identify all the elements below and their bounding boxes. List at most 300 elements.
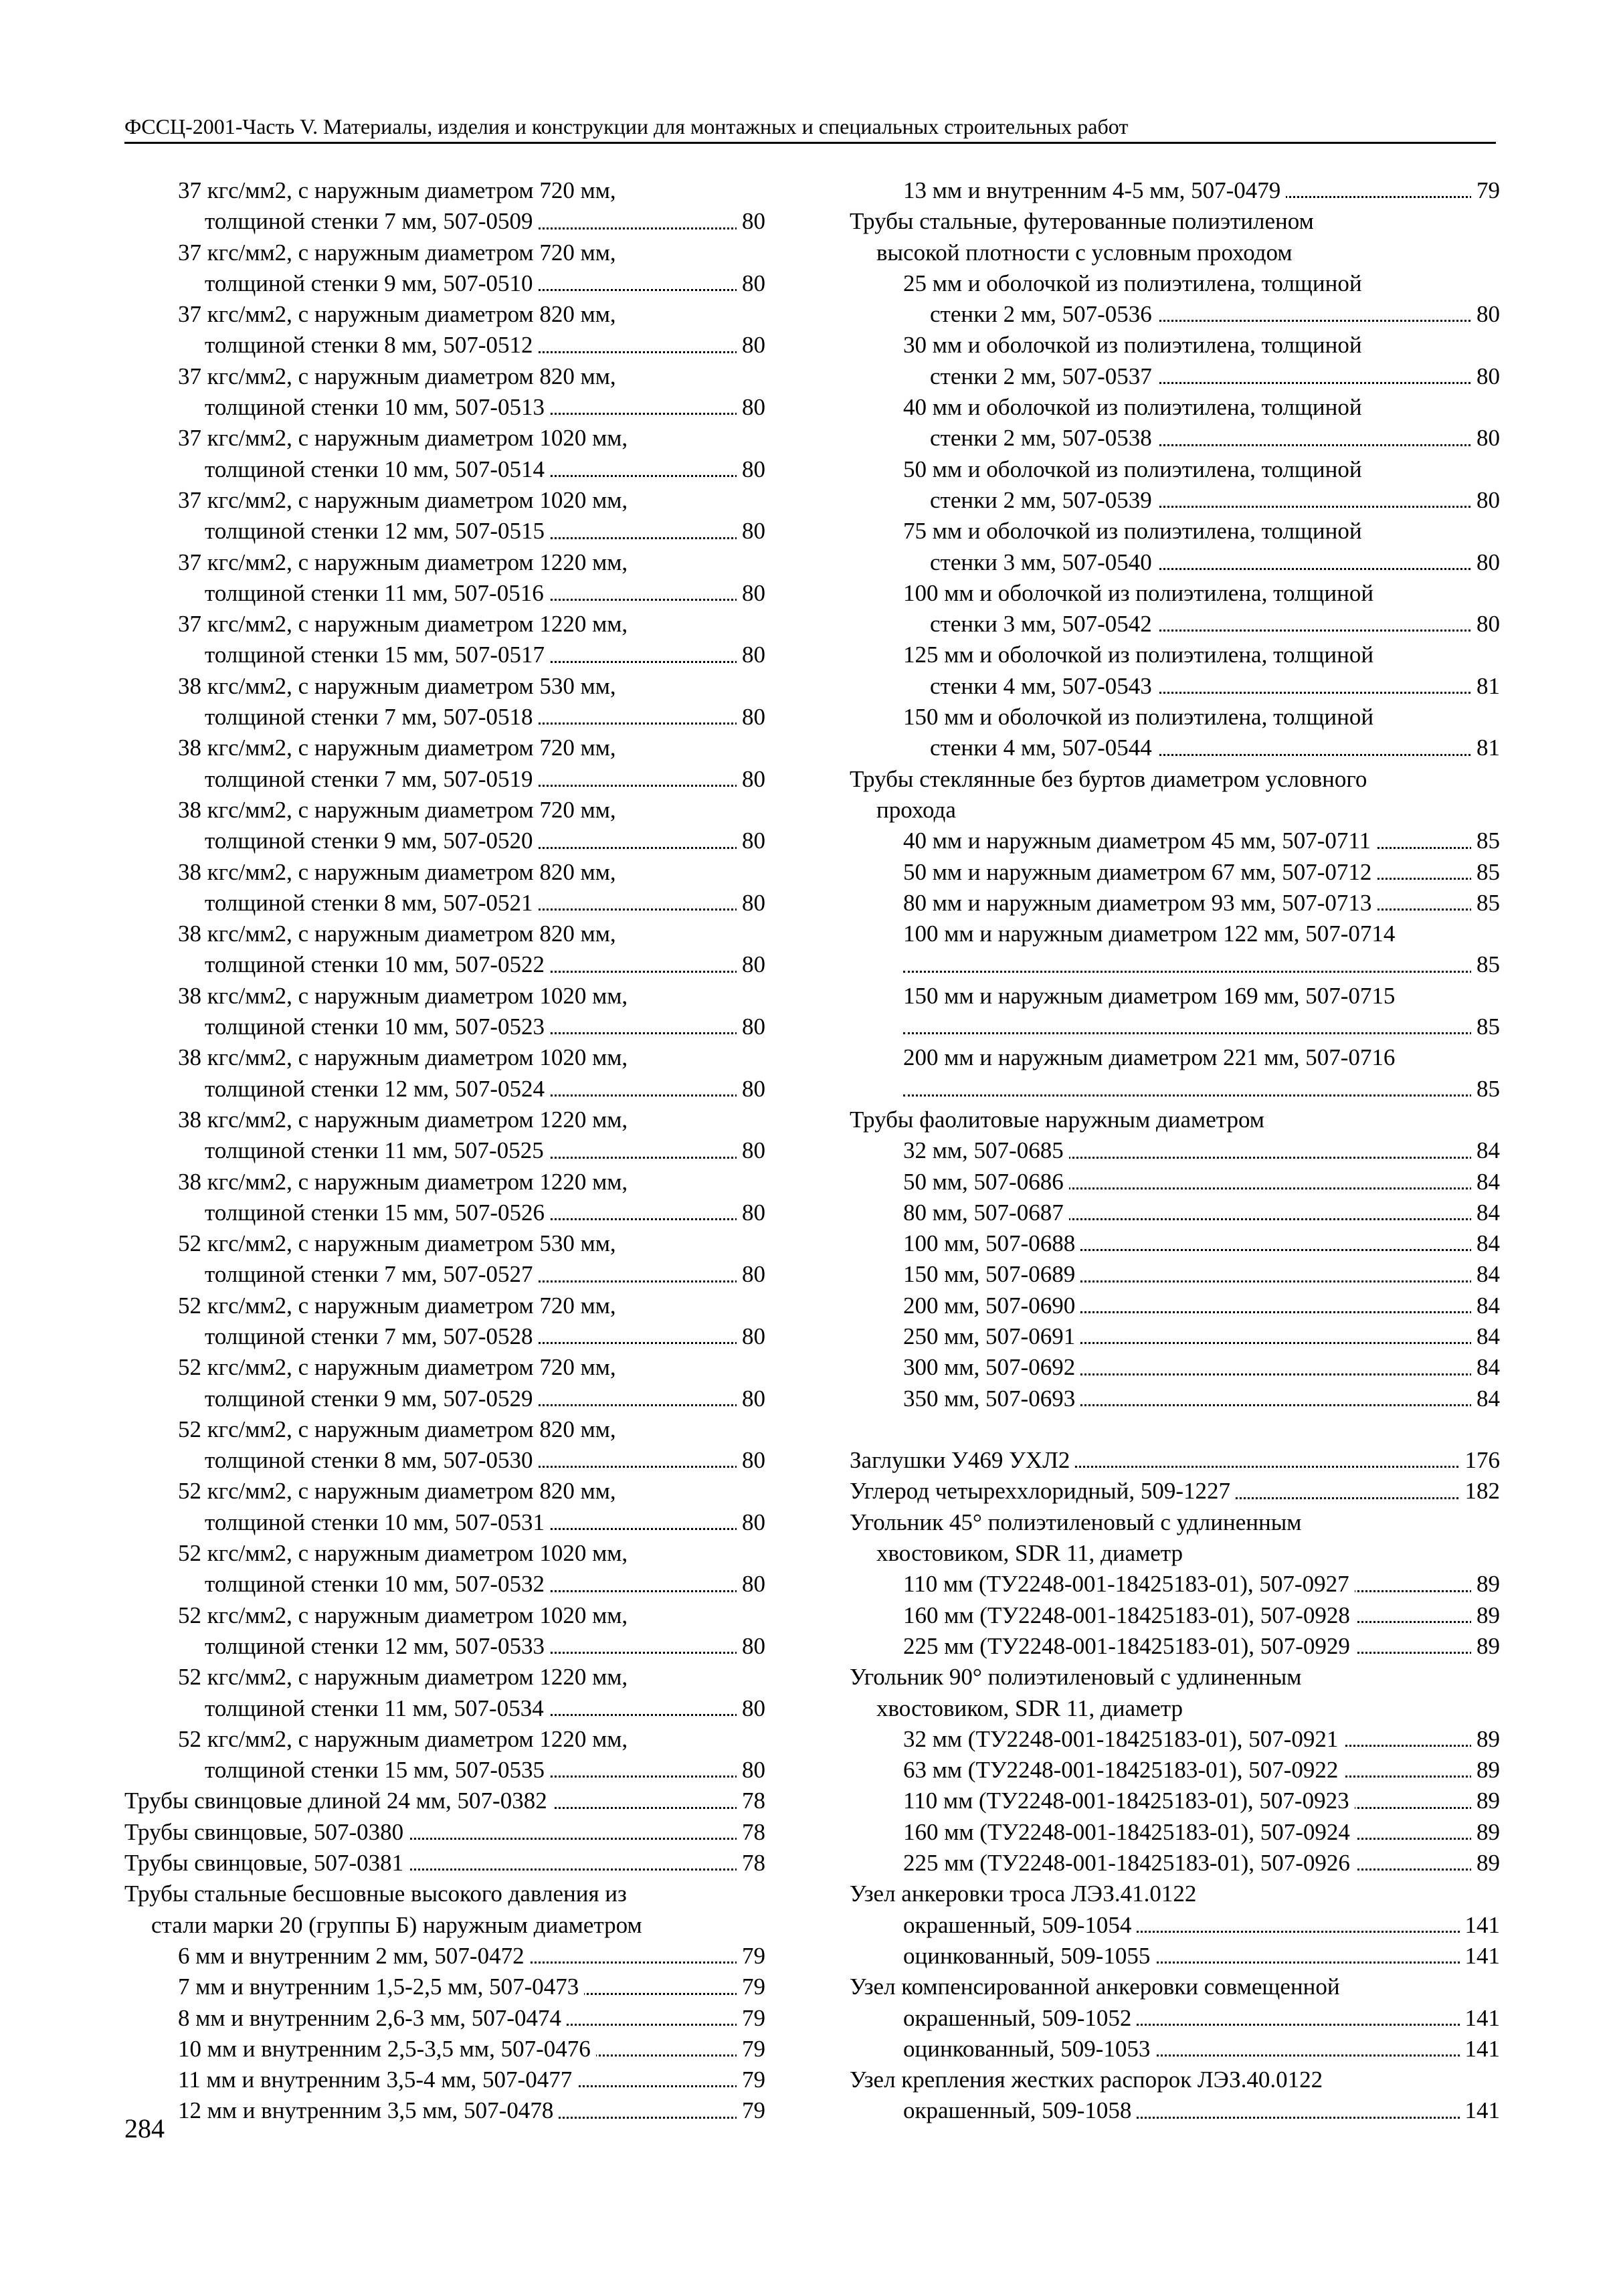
entry-page-ref: 84 (1471, 1259, 1500, 1290)
index-entry (850, 392, 1500, 423)
index-entry (850, 1228, 1500, 1259)
index-entry (850, 1352, 1500, 1383)
entry-page-ref: 141 (1460, 2003, 1501, 2034)
index-entry (850, 1941, 1500, 1972)
entry-page-ref: 141 (1460, 1910, 1501, 1941)
entry-text: 200 мм и наружным диаметром 221 мм, 507-0716 (903, 1044, 1400, 1070)
entry-page-ref: 89 (1471, 1755, 1500, 1786)
entry-text: 100 мм, 507-0688 (903, 1230, 1080, 1256)
index-entry (124, 640, 765, 670)
entry-page-ref: 84 (1471, 1167, 1500, 1198)
entry-page-ref: 80 (737, 949, 765, 980)
index-entry (124, 1879, 765, 1909)
entry-text: хвостовиком, SDR 11, диаметр (876, 1540, 1188, 1566)
index-entry (124, 1228, 765, 1259)
entry-text: Узел компенсированной анкеровки совмещенной (850, 1974, 1345, 2000)
index-entry (124, 578, 765, 609)
index-entry (124, 1352, 765, 1383)
entry-page-ref: 80 (737, 392, 765, 423)
index-entry (850, 1755, 1500, 1786)
entry-page-ref: 89 (1471, 1786, 1500, 1816)
entry-text: 25 мм и оболочкой из полиэтилена, толщиной (903, 270, 1367, 296)
entry-page-ref: 85 (1471, 949, 1500, 980)
entry-text: Трубы стеклянные без буртов диаметром условного (850, 766, 1372, 792)
entry-page-ref: 80 (737, 1755, 765, 1786)
index-entry (850, 1198, 1500, 1228)
entry-text: 30 мм и оболочкой из полиэтилена, толщиной (903, 332, 1367, 358)
index-entry (850, 1445, 1500, 1476)
entry-text: 160 мм (ТУ2248-001-18425183-01), 507-0924 (903, 1819, 1355, 1845)
entry-page-ref: 80 (1471, 547, 1500, 578)
index-entry (124, 361, 765, 392)
index-entry (124, 2003, 765, 2034)
index-entry (850, 919, 1500, 949)
index-entry (850, 1476, 1500, 1507)
index-entry (850, 640, 1500, 670)
index-entry (124, 175, 765, 206)
index-entry (124, 1259, 765, 1290)
entry-page-ref: 80 (737, 206, 765, 237)
running-header: ФССЦ-2001-Часть V. Материалы, изделия и конструкции для монтажных и специальных строительных работ (124, 114, 1129, 138)
entry-text: толщиной стенки 7 мм, 507-0518 (205, 704, 539, 730)
index-column-right (850, 175, 1500, 2127)
entry-text: Трубы стальные, футерованные полиэтиленом (850, 208, 1319, 234)
dot-leader (903, 1094, 1500, 1096)
entry-text: 350 мм, 507-0693 (903, 1385, 1080, 1412)
blank-line (850, 1414, 1500, 1445)
entry-text: 38 кгс/мм2, с наружным диаметром 720 мм, (178, 797, 622, 823)
entry-text: 40 мм и оболочкой из полиэтилена, толщиной (903, 394, 1367, 420)
entry-text: 10 мм и внутренним 2,5-3,5 мм, 507-0476 (178, 2036, 596, 2062)
entry-text: толщиной стенки 12 мм, 507-0533 (205, 1633, 550, 1659)
index-entry (124, 237, 765, 268)
index-entry (850, 1507, 1500, 1538)
entry-page-ref: 141 (1460, 1941, 1501, 1972)
index-entry (124, 981, 765, 1012)
entry-page-ref: 85 (1471, 1012, 1500, 1042)
index-entry (850, 2095, 1500, 2126)
entry-page-ref: 80 (737, 1074, 765, 1105)
index-entry (124, 1972, 765, 2002)
entry-page-ref: 80 (737, 268, 765, 299)
index-entry (124, 1848, 765, 1879)
entry-text: 125 мм и оболочкой из полиэтилена, толщиной (903, 642, 1379, 668)
entry-page-ref: 80 (737, 1569, 765, 1600)
entry-page-ref: 80 (1471, 299, 1500, 330)
entry-page-ref: 176 (1460, 1445, 1501, 1476)
entry-text: стенки 4 мм, 507-0544 (930, 735, 1157, 761)
entry-page-ref: 84 (1471, 1198, 1500, 1228)
entry-page-ref: 80 (737, 1507, 765, 1538)
entry-text: 50 мм и наружным диаметром 67 мм, 507-0712 (903, 859, 1377, 885)
entry-text: 38 кгс/мм2, с наружным диаметром 820 мм, (178, 859, 622, 885)
entry-text: толщиной стенки 12 мм, 507-0524 (205, 1076, 550, 1102)
entry-text: толщиной стенки 11 мм, 507-0516 (205, 580, 549, 606)
entry-text: Угольник 45° полиэтиленовый с удлиненным (850, 1509, 1307, 1535)
entry-text: 37 кгс/мм2, с наружным диаметром 1020 мм, (178, 487, 633, 513)
index-entry (124, 454, 765, 485)
entry-text: толщиной стенки 7 мм, 507-0519 (205, 766, 539, 792)
index-entry (124, 1042, 765, 1073)
entry-page-ref: 80 (737, 1321, 765, 1352)
index-entry (850, 1600, 1500, 1631)
index-entry (124, 206, 765, 237)
entry-page-ref: 80 (737, 1259, 765, 1290)
entry-text: 150 мм, 507-0689 (903, 1261, 1080, 1287)
entry-text: 13 мм и внутренним 4-5 мм, 507-0479 (903, 177, 1286, 203)
index-entry (850, 1042, 1500, 1073)
entry-text: толщиной стенки 11 мм, 507-0525 (205, 1137, 549, 1163)
index-entry (124, 1476, 765, 1507)
index-entry (850, 1538, 1500, 1569)
entry-text: толщиной стенки 11 мм, 507-0534 (205, 1695, 549, 1721)
index-entry (850, 609, 1500, 640)
entry-text: 80 мм, 507-0687 (903, 1200, 1069, 1226)
index-entry (124, 1693, 765, 1724)
index-entry (850, 702, 1500, 733)
entry-text: стенки 2 мм, 507-0536 (930, 301, 1157, 327)
entry-text: 38 кгс/мм2, с наружным диаметром 720 мм, (178, 735, 622, 761)
entry-page-ref: 89 (1471, 1817, 1500, 1848)
index-entry (124, 764, 765, 795)
index-entry (850, 1848, 1500, 1879)
entry-page-ref: 84 (1471, 1228, 1500, 1259)
entry-text: 150 мм и оболочкой из полиэтилена, толщиной (903, 704, 1379, 730)
entry-page-ref: 78 (737, 1848, 765, 1879)
index-entry (850, 330, 1500, 361)
entry-page-ref: 80 (737, 888, 765, 919)
entry-page-ref: 80 (737, 826, 765, 856)
entry-page-ref: 80 (737, 764, 765, 795)
index-entry (850, 299, 1500, 330)
entry-text: стали марки 20 (группы Б) наружным диаметром (151, 1912, 648, 1938)
index-entry (124, 485, 765, 516)
entry-page-ref: 89 (1471, 1631, 1500, 1662)
index-entry (124, 1105, 765, 1135)
entry-page-ref: 78 (737, 1786, 765, 1816)
entry-page-ref: 80 (737, 1198, 765, 1228)
dot-leader (903, 971, 1500, 973)
index-entry (850, 268, 1500, 299)
index-entry (124, 392, 765, 423)
index-entry (850, 1074, 1500, 1105)
index-entry (124, 1198, 765, 1228)
index-entry (850, 981, 1500, 1012)
entry-text: 75 мм и оболочкой из полиэтилена, толщиной (903, 518, 1367, 544)
index-entry (124, 1445, 765, 1476)
entry-text: 52 кгс/мм2, с наружным диаметром 720 мм, (178, 1354, 622, 1380)
entry-text: 52 кгс/мм2, с наружным диаметром 1020 мм, (178, 1602, 633, 1628)
entry-text: стенки 2 мм, 507-0539 (930, 487, 1157, 513)
entry-text: толщиной стенки 10 мм, 507-0523 (205, 1014, 550, 1040)
index-entry (124, 1755, 765, 1786)
index-entry (124, 888, 765, 919)
index-entry (850, 1786, 1500, 1816)
entry-text: 100 мм и оболочкой из полиэтилена, толщиной (903, 580, 1379, 606)
index-entry (124, 268, 765, 299)
entry-text: толщиной стенки 7 мм, 507-0528 (205, 1323, 539, 1349)
entry-text: 38 кгс/мм2, с наружным диаметром 1020 мм, (178, 1044, 633, 1070)
index-entry (124, 1569, 765, 1600)
index-entry (124, 1724, 765, 1755)
entry-text: окрашенный, 509-1058 (903, 2097, 1137, 2123)
entry-text: хвостовиком, SDR 11, диаметр (876, 1695, 1188, 1721)
index-entry (124, 1414, 765, 1445)
index-column-left (124, 175, 765, 2127)
index-entry (850, 949, 1500, 980)
index-entry (850, 764, 1500, 795)
entry-text: 32 мм (ТУ2248-001-18425183-01), 507-0921 (903, 1726, 1343, 1752)
entry-text: 100 мм и наружным диаметром 122 мм, 507-0714 (903, 921, 1400, 947)
index-entry (850, 1817, 1500, 1848)
index-entry (850, 1724, 1500, 1755)
entry-page-ref: 80 (737, 454, 765, 485)
entry-text: 11 мм и внутренним 3,5-4 мм, 507-0477 (178, 2067, 577, 2093)
entry-page-ref: 79 (737, 1941, 765, 1972)
entry-text: стенки 3 мм, 507-0540 (930, 549, 1157, 575)
entry-page-ref: 81 (1471, 671, 1500, 702)
entry-text: Угольник 90° полиэтиленовый с удлиненным (850, 1664, 1307, 1690)
entry-text: 37 кгс/мм2, с наружным диаметром 1220 мм, (178, 611, 633, 637)
entry-text: Узел анкеровки троса ЛЭЗ.41.0122 (850, 1881, 1202, 1907)
index-entry (124, 1786, 765, 1816)
entry-text: толщиной стенки 10 мм, 507-0522 (205, 951, 550, 977)
entry-text: 200 мм, 507-0690 (903, 1293, 1080, 1319)
index-entry (850, 1321, 1500, 1352)
index-entry (850, 1662, 1500, 1693)
index-entry (850, 516, 1500, 547)
entry-text: 38 кгс/мм2, с наружным диаметром 1220 мм, (178, 1169, 633, 1195)
entry-text: 225 мм (ТУ2248-001-18425183-01), 507-0929 (903, 1633, 1355, 1659)
index-entry (124, 1600, 765, 1631)
entry-page-ref: 84 (1471, 1135, 1500, 1166)
entry-text: 38 кгс/мм2, с наружным диаметром 820 мм, (178, 921, 622, 947)
index-entry (850, 1290, 1500, 1321)
entry-text: толщиной стенки 7 мм, 507-0527 (205, 1261, 539, 1287)
index-entry (124, 671, 765, 702)
entry-page-ref: 80 (737, 1631, 765, 1662)
index-entry (124, 2095, 765, 2126)
entry-text: 7 мм и внутренним 1,5-2,5 мм, 507-0473 (178, 1974, 584, 2000)
index-entry (850, 547, 1500, 578)
entry-text: стенки 2 мм, 507-0537 (930, 363, 1157, 389)
index-entry (124, 547, 765, 578)
entry-text: оцинкованный, 509-1055 (903, 1943, 1155, 1969)
index-entry (850, 1167, 1500, 1198)
entry-page-ref: 79 (737, 2003, 765, 2034)
index-entry (124, 1383, 765, 1414)
entry-text: толщиной стенки 10 мм, 507-0513 (205, 394, 550, 420)
entry-text: 37 кгс/мм2, с наружным диаметром 820 мм, (178, 301, 622, 327)
index-entry (850, 1910, 1500, 1941)
entry-text: Углерод четыреххлоридный, 509-1227 (850, 1478, 1236, 1504)
entry-text: 38 кгс/мм2, с наружным диаметром 1020 мм, (178, 983, 633, 1009)
index-entry (850, 237, 1500, 268)
index-entry (850, 888, 1500, 919)
entry-text: высокой плотности с условным проходом (876, 240, 1298, 266)
index-entry (124, 2034, 765, 2065)
index-entry (850, 485, 1500, 516)
entry-text: 225 мм (ТУ2248-001-18425183-01), 507-0926 (903, 1850, 1355, 1876)
entry-page-ref: 78 (737, 1817, 765, 1848)
entry-text: 40 мм и наружным диаметром 45 мм, 507-0711 (903, 828, 1376, 854)
index-entry (850, 2003, 1500, 2034)
index-entry (124, 1321, 765, 1352)
entry-text: 52 кгс/мм2, с наружным диаметром 820 мм, (178, 1416, 622, 1442)
entry-text: Трубы свинцовые длиной 24 мм, 507-0382 (124, 1788, 553, 1814)
index-entry (124, 1012, 765, 1042)
index-entry (124, 423, 765, 454)
entry-text: толщиной стенки 15 мм, 507-0526 (205, 1200, 550, 1226)
entry-text: 160 мм (ТУ2248-001-18425183-01), 507-0928 (903, 1602, 1355, 1628)
index-entry (124, 1817, 765, 1848)
entry-text: 63 мм (ТУ2248-001-18425183-01), 507-0922 (903, 1757, 1343, 1783)
entry-text: Узел крепления жестких распорок ЛЭЗ.40.0122 (850, 2067, 1328, 2093)
entry-text: 52 кгс/мм2, с наружным диаметром 820 мм, (178, 1478, 622, 1504)
entry-text: 52 кгс/мм2, с наружным диаметром 1020 мм, (178, 1540, 633, 1566)
entry-text: 250 мм, 507-0691 (903, 1323, 1080, 1349)
entry-page-ref: 89 (1471, 1724, 1500, 1755)
entry-text: 110 мм (ТУ2248-001-18425183-01), 507-0927 (903, 1571, 1355, 1597)
entry-page-ref: 80 (1471, 485, 1500, 516)
entry-text: 37 кгс/мм2, с наружным диаметром 720 мм, (178, 240, 622, 266)
entry-text: 8 мм и внутренним 2,6-3 мм, 507-0474 (178, 2005, 567, 2031)
entry-text: 80 мм и наружным диаметром 93 мм, 507-0713 (903, 890, 1377, 916)
entry-page-ref: 80 (737, 1135, 765, 1166)
entry-text: 6 мм и внутренним 2 мм, 507-0472 (178, 1943, 530, 1969)
entry-text: Трубы фаолитовые наружным диаметром (850, 1107, 1270, 1133)
entry-page-ref: 80 (737, 1693, 765, 1724)
entry-page-ref: 80 (737, 702, 765, 733)
index-entry (124, 516, 765, 547)
entry-text: 150 мм и наружным диаметром 169 мм, 507-0715 (903, 983, 1400, 1009)
entry-text: толщиной стенки 9 мм, 507-0529 (205, 1385, 539, 1412)
index-entry (124, 1167, 765, 1198)
index-entry (124, 702, 765, 733)
index-entry (850, 2065, 1500, 2095)
index-entry (124, 2065, 765, 2095)
index-entry (124, 1135, 765, 1166)
index-entry (850, 733, 1500, 763)
entry-text: толщиной стенки 10 мм, 507-0532 (205, 1571, 550, 1597)
entry-page-ref: 89 (1471, 1600, 1500, 1631)
index-entry (850, 1259, 1500, 1290)
entry-text: окрашенный, 509-1054 (903, 1912, 1137, 1938)
entry-text: 38 кгс/мм2, с наружным диаметром 530 мм, (178, 673, 622, 699)
index-entry (850, 1879, 1500, 1909)
entry-text: Трубы свинцовые, 507-0380 (124, 1819, 409, 1845)
index-entry (124, 1910, 765, 1941)
entry-page-ref: 80 (1471, 423, 1500, 454)
index-entry (124, 1290, 765, 1321)
entry-text: оцинкованный, 509-1053 (903, 2036, 1155, 2062)
index-entry (850, 857, 1500, 888)
index-entry (124, 733, 765, 763)
index-entry (850, 1105, 1500, 1135)
index-entry (124, 919, 765, 949)
entry-text: 50 мм, 507-0686 (903, 1169, 1069, 1195)
entry-page-ref: 79 (1471, 175, 1500, 206)
entry-text: окрашенный, 509-1052 (903, 2005, 1137, 2031)
index-entry (850, 1012, 1500, 1042)
index-entry (124, 299, 765, 330)
index-entry (124, 1941, 765, 1972)
index-entry (124, 826, 765, 856)
entry-page-ref: 85 (1471, 826, 1500, 856)
entry-text: толщиной стенки 8 мм, 507-0521 (205, 890, 539, 916)
entry-text: 52 кгс/мм2, с наружным диаметром 1220 мм, (178, 1726, 633, 1752)
entry-text: толщиной стенки 9 мм, 507-0510 (205, 270, 539, 296)
index-entry (124, 1662, 765, 1693)
entry-page-ref: 80 (737, 578, 765, 609)
header-rule (124, 142, 1496, 144)
index-entry (850, 671, 1500, 702)
entry-text: толщиной стенки 9 мм, 507-0520 (205, 828, 539, 854)
entry-text: толщиной стенки 12 мм, 507-0515 (205, 518, 550, 544)
index-entry (124, 1507, 765, 1538)
entry-text: 52 кгс/мм2, с наружным диаметром 1220 мм, (178, 1664, 633, 1690)
entry-text: 37 кгс/мм2, с наружным диаметром 820 мм, (178, 363, 622, 389)
index-entry (850, 1383, 1500, 1414)
page-number: 284 (124, 2113, 165, 2143)
entry-page-ref: 79 (737, 2095, 765, 2126)
entry-page-ref: 80 (737, 516, 765, 547)
entry-page-ref: 80 (737, 1012, 765, 1042)
index-entry (124, 795, 765, 826)
index-entry (850, 423, 1500, 454)
index-entry (850, 795, 1500, 826)
entry-text: стенки 2 мм, 507-0538 (930, 425, 1157, 451)
entry-text: 110 мм (ТУ2248-001-18425183-01), 507-0923 (903, 1788, 1355, 1814)
index-entry (124, 949, 765, 980)
entry-page-ref: 81 (1471, 733, 1500, 763)
index-entry (124, 1538, 765, 1569)
index-entry (850, 175, 1500, 206)
entry-page-ref: 80 (737, 1383, 765, 1414)
entry-text: толщиной стенки 15 мм, 507-0535 (205, 1757, 550, 1783)
entry-text: 52 кгс/мм2, с наружным диаметром 530 мм, (178, 1230, 622, 1256)
index-entry (850, 1972, 1500, 2002)
entry-page-ref: 89 (1471, 1848, 1500, 1879)
entry-text: 37 кгс/мм2, с наружным диаметром 1220 мм, (178, 549, 633, 575)
entry-page-ref: 89 (1471, 1569, 1500, 1600)
entry-page-ref: 80 (737, 330, 765, 361)
entry-page-ref: 84 (1471, 1352, 1500, 1383)
index-entry (850, 1569, 1500, 1600)
index-entry (124, 1631, 765, 1662)
entry-page-ref: 84 (1471, 1383, 1500, 1414)
entry-page-ref: 84 (1471, 1321, 1500, 1352)
entry-page-ref: 85 (1471, 1074, 1500, 1105)
entry-text: 300 мм, 507-0692 (903, 1354, 1080, 1380)
entry-text: толщиной стенки 10 мм, 507-0514 (205, 456, 550, 482)
index-entry (850, 206, 1500, 237)
entry-text: стенки 3 мм, 507-0542 (930, 611, 1157, 637)
entry-text: Заглушки У469 УХЛ2 (850, 1447, 1075, 1473)
entry-text: 12 мм и внутренним 3,5 мм, 507-0478 (178, 2097, 559, 2123)
entry-page-ref: 79 (737, 1972, 765, 2002)
entry-text: Трубы свинцовые, 507-0381 (124, 1850, 409, 1876)
dot-leader (903, 1032, 1500, 1034)
entry-text: 50 мм и оболочкой из полиэтилена, толщиной (903, 456, 1367, 482)
entry-text: 32 мм, 507-0685 (903, 1137, 1069, 1163)
index-entry (850, 361, 1500, 392)
entry-page-ref: 84 (1471, 1290, 1500, 1321)
entry-page-ref: 80 (1471, 361, 1500, 392)
index-entry (124, 330, 765, 361)
entry-page-ref: 80 (737, 1445, 765, 1476)
entry-page-ref: 80 (1471, 609, 1500, 640)
